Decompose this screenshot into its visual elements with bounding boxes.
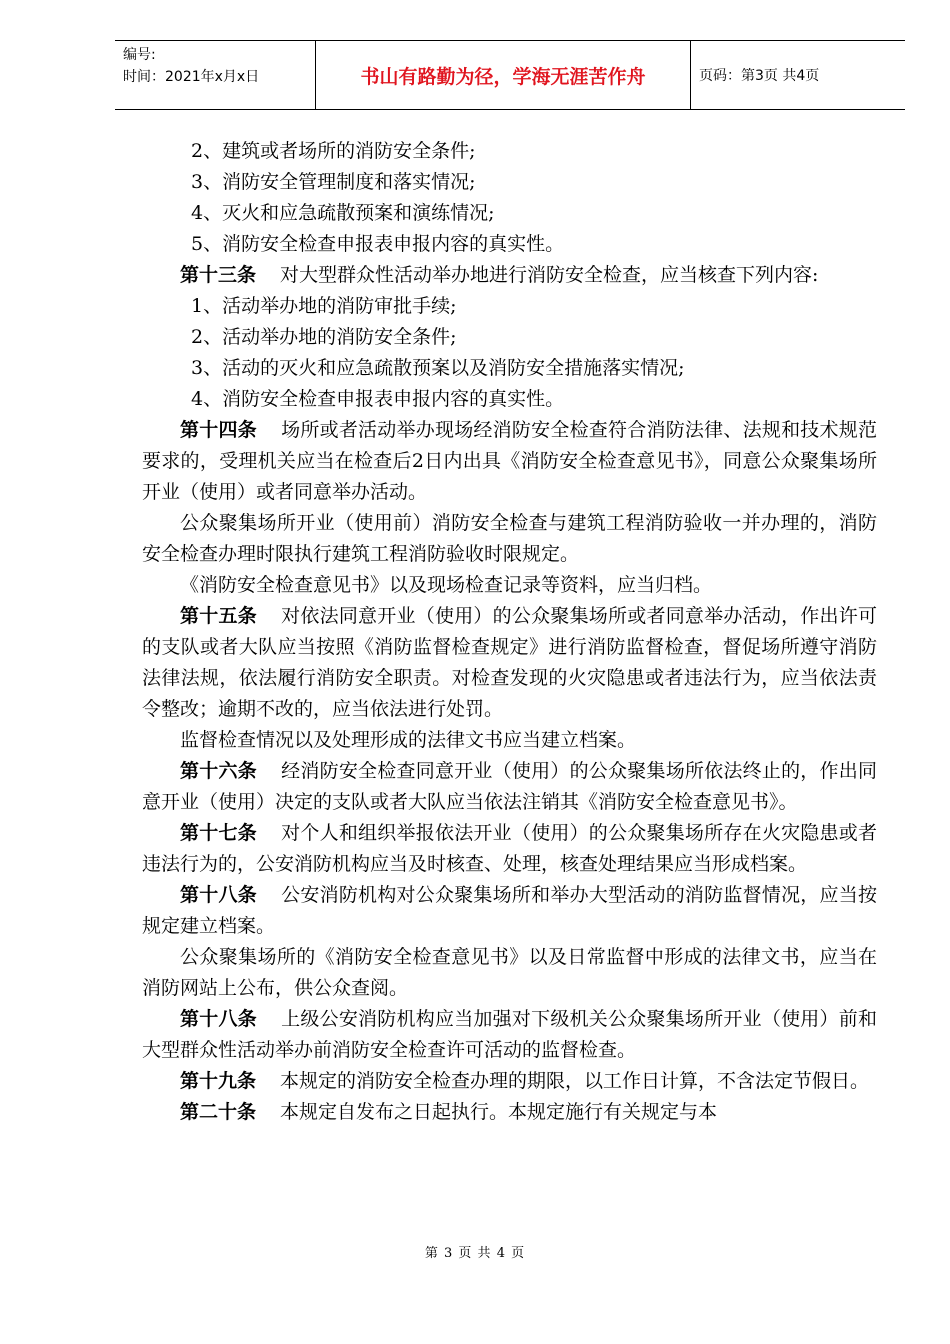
list-item [142,136,877,167]
article-title: 第二十条 [180,1101,257,1123]
document-body [142,136,877,1128]
article-title: 第十八条 [180,1008,257,1030]
article-title: 第十四条 [180,419,257,441]
list-item [142,291,877,322]
paragraph-text: 本规定自发布之日起执行。本规定施行有关规定与本 [280,1101,718,1123]
article-paragraph [142,1066,877,1097]
paragraph-text: 对依法同意开业（使用）的公众聚集场所或者同意举办活动，作出许可的支队或者大队应当按照《消防监督检查规定》进行消防监督检查，督促场所遵守消防法律法规，依法履行消防安全职责。对检查发现的火灾隐患或者违法行为，应当依法责令整改；逾期不改的，应当依法进行处罚。 [142,605,877,720]
header-motto: 书山有路勤为径，学海无涯苦作舟 [315,41,691,109]
header-meta [115,41,315,109]
paragraph-text: 《消防安全检查意见书》以及现场检查记录等资料，应当归档。 [180,574,713,596]
article-paragraph [142,601,877,725]
paragraph-text: 3、消防安全管理制度和落实情况; [191,171,476,193]
paragraph [142,725,877,756]
paragraph [142,942,877,1004]
paragraph-text: 本规定的消防安全检查办理的期限，以工作日计算，不含法定节假日。 [280,1070,870,1092]
paragraph-text: 对个人和组织举报依法开业（使用）的公众聚集场所存在火灾隐患或者违法行为的，公安消防机构应当及时核查、处理，核查处理结果应当形成档案。 [142,822,877,875]
article-paragraph [142,756,877,818]
paragraph-text: 4、灭火和应急疏散预案和演练情况; [191,202,495,224]
list-item [142,229,877,260]
paragraph-text: 公安消防机构对公众聚集场所和举办大型活动的消防监督情况，应当按规定建立档案。 [142,884,877,937]
article-paragraph [142,818,877,880]
article-title: 第十七条 [180,822,257,844]
paragraph-text: 上级公安消防机构应当加强对下级机关公众聚集场所开业（使用）前和大型群众性活动举办前消防安全检查许可活动的监督检查。 [142,1008,877,1061]
paragraph [142,570,877,601]
paragraph-text: 监督检查情况以及处理形成的法律文书应当建立档案。 [180,729,637,751]
paragraph-text: 对大型群众性活动举办地进行消防安全检查，应当核查下列内容: [280,264,819,286]
list-item [142,198,877,229]
paragraph-text: 场所或者活动举办现场经消防安全检查符合消防法律、法规和技术规范要求的，受理机关应当在检查后2日内出具《消防安全检查意见书》，同意公众聚集场所开业（使用）或者同意举办活动。 [142,419,877,503]
paragraph-text: 公众聚集场所开业（使用前）消防安全检查与建筑工程消防验收一并办理的，消防安全检查办理时限执行建筑工程消防验收时限规定。 [142,512,877,565]
article-title: 第十五条 [180,605,257,627]
article-title: 第十九条 [180,1070,257,1092]
paragraph-text: 2、建筑或者场所的消防安全条件; [191,140,476,162]
paragraph-text: 3、活动的灭火和应急疏散预案以及消防安全措施落实情况; [191,357,685,379]
list-item [142,322,877,353]
paragraph-text: 1、活动举办地的消防审批手续; [191,295,457,317]
paragraph [142,508,877,570]
article-paragraph [142,260,877,291]
serial-label: 编号: [123,47,156,63]
list-item [142,167,877,198]
article-title: 第十三条 [180,264,257,286]
article-title: 第十八条 [180,884,257,906]
article-paragraph [142,1097,877,1128]
paragraph-text: 2、活动举办地的消防安全条件; [191,326,457,348]
article-paragraph [142,1004,877,1066]
list-item [142,353,877,384]
article-paragraph [142,415,877,508]
paragraph-text: 公众聚集场所的《消防安全检查意见书》以及日常监督中形成的法律文书，应当在消防网站上公布，供公众查阅。 [142,946,877,999]
article-title: 第十六条 [180,760,257,782]
page-header [115,40,905,110]
paragraph-text: 经消防安全检查同意开业（使用）的公众聚集场所依法终止的，作出同意开业（使用）决定的支队或者大队应当依法注销其《消防安全检查意见书》。 [142,760,877,813]
article-paragraph [142,880,877,942]
list-item [142,384,877,415]
time-label: 时间：2021年x月x日 [123,69,260,85]
paragraph-text: 4、消防安全检查申报表申报内容的真实性。 [191,388,565,410]
header-page-number: 页码：第3页 共4页 [699,68,820,84]
page-footer: 第 3 页 共 4 页 [424,1246,526,1261]
paragraph-text: 5、消防安全检查申报表申报内容的真实性。 [191,233,565,255]
